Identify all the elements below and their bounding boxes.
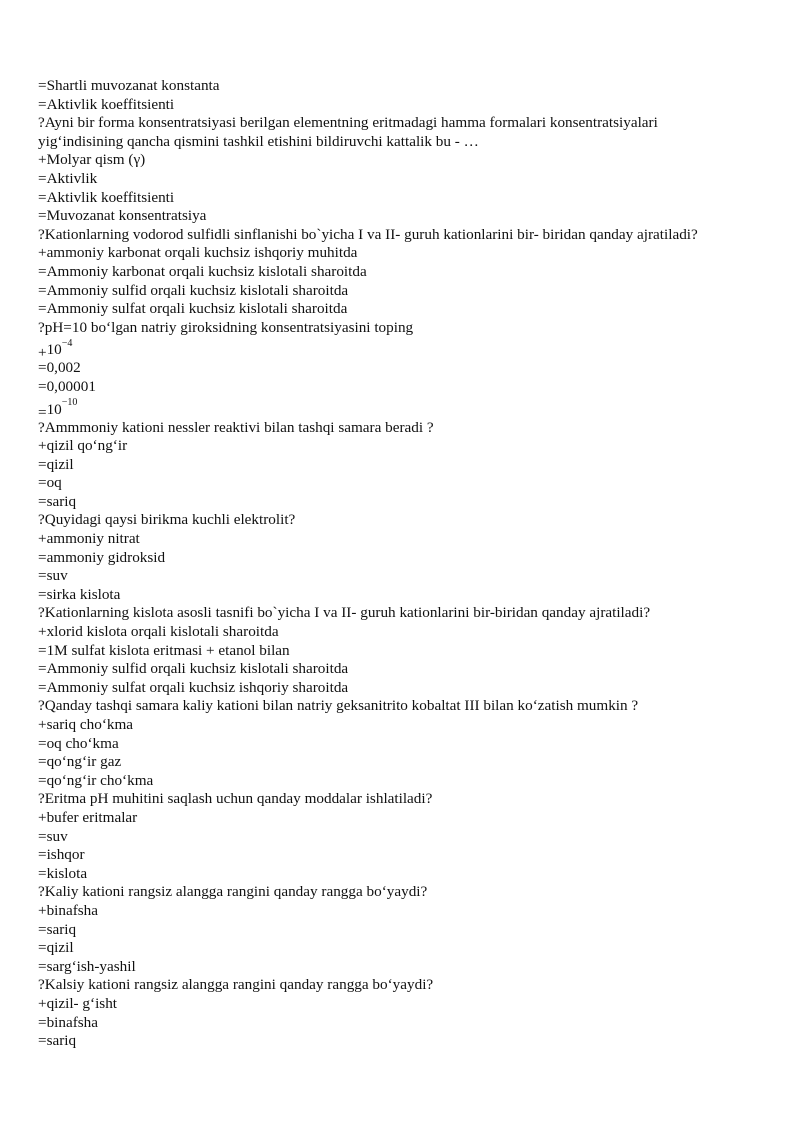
question-line: ?Quyidagi qaysi birikma kuchli elektrolit? <box>38 511 296 529</box>
question-line: ?pH=10 bo‘lgan natriy giroksidning konsentratsiyasini toping <box>38 318 414 336</box>
question-line: ?Kaliy kationi rangsiz alangga rangini qanday rangga bo‘yaydi? <box>38 883 428 901</box>
answer-line: =0,00001 <box>38 377 96 395</box>
answer-line: =Shartli muvozanat konstanta <box>38 77 220 94</box>
question-line-continued: yig‘indisining qancha qismini tashkil etishini bildiruvchi kattalik bu - … <box>38 132 479 150</box>
answer-line: =Muvozanat konsentratsiya <box>38 207 207 225</box>
question-line: ?Kalsiy kationi rangsiz alangga rangini qanday rangga bo‘yaydi? <box>38 976 434 994</box>
answer-line: =suv <box>38 567 68 585</box>
answer-line: =qizil <box>38 455 74 473</box>
power-answer-line <box>38 397 778 419</box>
answer-line: =1M sulfat kislota eritmasi + etanol bilan <box>38 641 290 659</box>
answer-line: =Ammoniy sulfat orqali kuchsiz ishqoriy sharoitda <box>38 678 349 696</box>
answer-line: =suv <box>38 827 68 845</box>
answer-line: =Ammoniy karbonat orqali kuchsiz kislotali sharoitda <box>38 262 367 280</box>
answer-line: =Ammoniy sulfat orqali kuchsiz kislotali sharoitda <box>38 300 348 318</box>
power-exponent: −10 <box>61 397 78 409</box>
power-base: 10 <box>46 341 62 359</box>
answer-line: =Aktivlik koeffitsienti <box>38 95 175 113</box>
answer-line: =qo‘ng‘ir gaz <box>38 753 122 771</box>
answer-line: =oq cho‘kma <box>38 734 119 752</box>
answer-line: +Molyar qism (γ) <box>38 151 146 169</box>
question-line: ?Ayni bir forma konsentratsiyasi berilgan elementning eritmadagi hamma formalari konsentratsiyalari <box>38 114 658 132</box>
question-line: ?Kationlarning vodorod sulfidli sinflanishi bo`yicha I va II- guruh kationlarini bir- biridan qanday ajratiladi? <box>38 225 698 243</box>
answer-line: +qizil qo‘ng‘ir <box>38 437 128 455</box>
answer-line: =sariq <box>38 1032 77 1050</box>
answer-line: =sariq <box>38 920 77 938</box>
answer-line: =qo‘ng‘ir cho‘kma <box>38 771 154 789</box>
answer-line: =qizil <box>38 939 74 957</box>
question-line: ?Kationlarning kislota asosli tasnifi bo`yicha I va II- guruh kationlarini bir-biridan qanday ajratiladi? <box>38 604 651 622</box>
answer-line: +bufer eritmalar <box>38 808 138 826</box>
question-line: ?Eritma pH muhitini saqlash uchun qanday moddalar ishlatiladi? <box>38 790 433 808</box>
answer-line: =ishqor <box>38 846 85 864</box>
question-line: ?Qanday tashqi samara kaliy kationi bilan natriy geksanitrito kobaltat III bilan ko‘zatish mumkin ? <box>38 697 639 715</box>
answer-line: =Aktivlik <box>38 169 98 187</box>
answer-line: +binafsha <box>38 901 99 919</box>
question-line: ?Ammmoniy kationi nessler reaktivi bilan tashqi samara beradi ? <box>38 418 434 436</box>
answer-line: =binafsha <box>38 1013 99 1031</box>
answer-line: =Ammoniy sulfid orqali kuchsiz kislotali sharoitda <box>38 281 349 299</box>
power-answer-line <box>38 337 778 362</box>
document-page <box>38 77 778 1051</box>
answer-line: =0,002 <box>38 359 81 377</box>
answer-line: =sirka kislota <box>38 585 121 603</box>
answer-line: +ammoniy nitrat <box>38 530 140 548</box>
answer-line: =oq <box>38 474 62 492</box>
answer-line: =sarg‘ish-yashil <box>38 957 136 975</box>
answer-line: =ammoniy gidroksid <box>38 548 166 566</box>
answer-line: +xlorid kislota orqali kislotali sharoitda <box>38 623 279 641</box>
answer-line: +sariq cho‘kma <box>38 716 134 733</box>
power-expression <box>38 337 72 363</box>
answer-line: +ammoniy karbonat orqali kuchsiz ishqoriy muhitda <box>38 244 358 262</box>
answer-line: +qizil- g‘isht <box>38 994 118 1012</box>
answer-marker: + <box>38 344 47 362</box>
power-exponent: −4 <box>61 338 73 350</box>
answer-line: =kislota <box>38 864 88 882</box>
answer-line: =Aktivlik koeffitsienti <box>38 188 175 206</box>
answer-line: =sariq <box>38 492 77 510</box>
answer-line: =Ammoniy sulfid orqali kuchsiz kislotali sharoitda <box>38 660 349 678</box>
power-expression <box>38 397 77 423</box>
remaining-lines <box>38 419 778 1051</box>
answer-marker: = <box>38 403 47 421</box>
power-base: 10 <box>46 400 62 418</box>
